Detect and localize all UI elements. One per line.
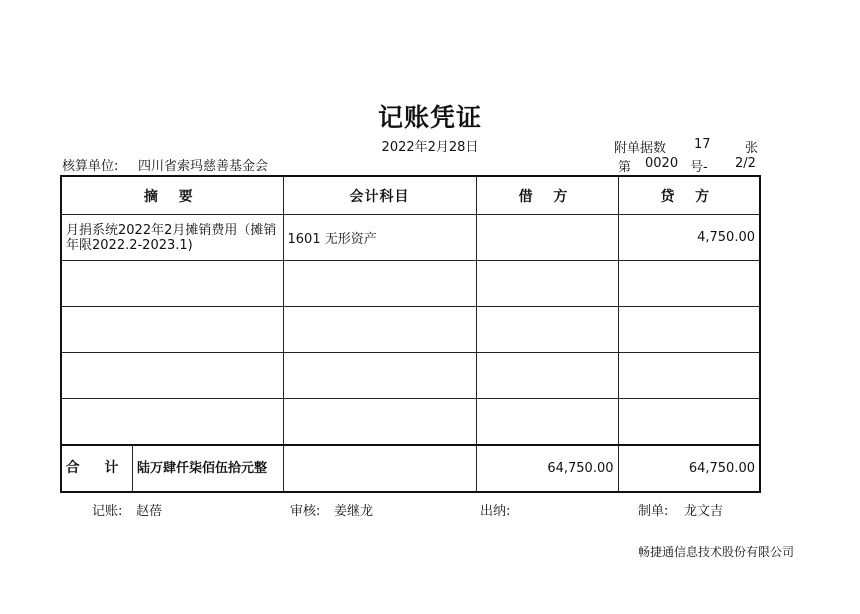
total-amount-words: 陆万肆仟柒佰伍拾元整 bbox=[137, 461, 268, 476]
table-row bbox=[61, 261, 760, 307]
attachments-unit: 张 bbox=[745, 141, 759, 156]
total-spacer bbox=[283, 445, 476, 492]
row-account: 1601 无形资产 bbox=[283, 215, 476, 261]
total-label: 合 计 bbox=[62, 446, 133, 491]
auditor-name: 姜继龙 bbox=[334, 504, 374, 519]
table-row bbox=[61, 353, 760, 399]
voucher-title: 记账凭证 bbox=[377, 103, 482, 132]
row-credit bbox=[618, 399, 760, 446]
bookkeeper-label: 记账: bbox=[92, 504, 123, 519]
row-summary bbox=[61, 307, 283, 353]
software-company: 畅捷通信息技术股份有限公司 bbox=[637, 545, 794, 559]
voucher-no-page: 2/2 bbox=[735, 156, 756, 171]
row-account bbox=[283, 399, 476, 446]
voucher-table bbox=[60, 175, 761, 493]
preparer-label: 制单: bbox=[638, 504, 669, 519]
total-row bbox=[61, 445, 760, 492]
table-row bbox=[61, 215, 760, 261]
preparer-name: 龙文吉 bbox=[684, 504, 724, 519]
row-debit bbox=[476, 215, 618, 261]
cashier-label: 出纳: bbox=[480, 504, 511, 519]
row-credit bbox=[618, 261, 760, 307]
row-account bbox=[283, 307, 476, 353]
row-credit bbox=[618, 307, 760, 353]
attachments-label: 附单据数 bbox=[614, 141, 667, 156]
unit-label: 核算单位: bbox=[62, 159, 119, 174]
voucher-no-prefix: 第 bbox=[618, 160, 632, 175]
bookkeeper-name: 赵蓓 bbox=[136, 504, 163, 519]
header-debit: 借 方 bbox=[476, 176, 618, 215]
header-summary: 摘 要 bbox=[61, 176, 283, 215]
header-credit: 贷 方 bbox=[618, 176, 760, 215]
table-header-row bbox=[61, 176, 760, 215]
voucher-date: 2022年2月28日 bbox=[381, 140, 479, 155]
unit-name: 四川省索玛慈善基金会 bbox=[138, 159, 269, 174]
row-summary bbox=[61, 399, 283, 446]
table-row bbox=[61, 399, 760, 446]
row-credit bbox=[618, 353, 760, 399]
row-credit: 4,750.00 bbox=[618, 215, 760, 261]
row-debit bbox=[476, 307, 618, 353]
voucher-no-suffix: 号- bbox=[690, 160, 708, 175]
total-credit: 64,750.00 bbox=[618, 445, 760, 492]
header-account: 会计科目 bbox=[283, 176, 476, 215]
row-summary: 月捐系统2022年2月摊销费用（摊销年限2022.2-2023.1) bbox=[61, 215, 283, 261]
row-debit bbox=[476, 353, 618, 399]
row-summary bbox=[61, 261, 283, 307]
row-account bbox=[283, 261, 476, 307]
row-debit bbox=[476, 261, 618, 307]
table-row bbox=[61, 307, 760, 353]
voucher-no-number: 0020 bbox=[645, 156, 679, 171]
row-account bbox=[283, 353, 476, 399]
attachments-count: 17 bbox=[694, 137, 711, 152]
auditor-label: 审核: bbox=[290, 504, 321, 519]
total-cell bbox=[61, 445, 283, 492]
row-summary bbox=[61, 353, 283, 399]
total-debit: 64,750.00 bbox=[476, 445, 618, 492]
row-debit bbox=[476, 399, 618, 446]
